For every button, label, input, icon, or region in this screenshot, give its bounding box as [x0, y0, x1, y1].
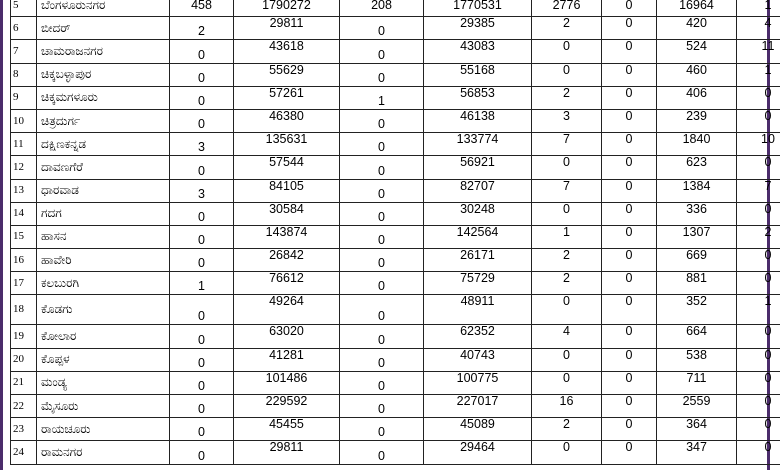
value-cell-c3: 0	[340, 395, 424, 418]
district-name-cell: ಹಾಸನ	[37, 225, 170, 248]
value-cell-c6: 0	[602, 348, 657, 371]
value-cell-c6: 0	[602, 109, 657, 132]
value-cell-c2: 1790272	[234, 0, 340, 17]
value-cell-c5: 2	[532, 272, 602, 295]
value-cell-c3: 0	[340, 225, 424, 248]
district-name-cell: ಕಲಬುರಗಿ	[37, 272, 170, 295]
value-cell-c3: 0	[340, 202, 424, 225]
table-row	[11, 179, 780, 202]
district-statistics-table	[10, 0, 780, 465]
value-cell-c4: 75729	[424, 272, 532, 295]
table-row	[11, 295, 780, 325]
value-cell-c5: 2	[532, 418, 602, 441]
value-cell-c6: 0	[602, 156, 657, 179]
value-cell-c4: 56921	[424, 156, 532, 179]
value-cell-c4: 55168	[424, 63, 532, 86]
value-cell-c3: 208	[340, 0, 424, 17]
value-cell-c2: 84105	[234, 179, 340, 202]
district-name-cell: ಮೈಸೂರು	[37, 395, 170, 418]
table-row	[11, 371, 780, 394]
table-row	[11, 348, 780, 371]
value-cell-c1: 0	[170, 418, 234, 441]
value-cell-c3: 1	[340, 86, 424, 109]
value-cell-c7: 420	[657, 17, 737, 40]
table-row	[11, 133, 780, 156]
value-cell-c1: 0	[170, 348, 234, 371]
value-cell-c4: 82707	[424, 179, 532, 202]
value-cell-c7: 239	[657, 109, 737, 132]
value-cell-c7: 460	[657, 63, 737, 86]
value-cell-c1: 0	[170, 109, 234, 132]
value-cell-c3: 0	[340, 179, 424, 202]
value-cell-c1: 458	[170, 0, 234, 17]
value-cell-c1: 0	[170, 40, 234, 63]
serial-number-cell: 9	[11, 86, 37, 109]
value-cell-c6: 0	[602, 202, 657, 225]
value-cell-c1: 0	[170, 202, 234, 225]
value-cell-c7: 1840	[657, 133, 737, 156]
value-cell-c3: 0	[340, 371, 424, 394]
table-row	[11, 272, 780, 295]
value-cell-c5: 0	[532, 156, 602, 179]
value-cell-c2: 46380	[234, 109, 340, 132]
value-cell-c8: 0	[737, 441, 780, 464]
district-name-cell: ಕೊಡಗು	[37, 295, 170, 325]
value-cell-c4: 142564	[424, 225, 532, 248]
value-cell-c5: 2	[532, 249, 602, 272]
table-row	[11, 0, 780, 17]
value-cell-c1: 0	[170, 225, 234, 248]
value-cell-c1: 0	[170, 441, 234, 464]
value-cell-c4: 133774	[424, 133, 532, 156]
serial-number-cell: 7	[11, 40, 37, 63]
table-row	[11, 40, 780, 63]
value-cell-c3: 0	[340, 418, 424, 441]
value-cell-c3: 0	[340, 109, 424, 132]
value-cell-c2: 143874	[234, 225, 340, 248]
table-row	[11, 17, 780, 40]
value-cell-c7: 364	[657, 418, 737, 441]
serial-number-cell: 10	[11, 109, 37, 132]
value-cell-c8: 1	[737, 0, 780, 17]
value-cell-c8: 0	[737, 395, 780, 418]
district-name-cell: ಧಾರವಾಡ	[37, 179, 170, 202]
value-cell-c6: 0	[602, 40, 657, 63]
value-cell-c8: 0	[737, 325, 780, 348]
value-cell-c8: 0	[737, 249, 780, 272]
table-body	[11, 0, 780, 464]
district-name-cell: ದಾವಣಗೆರೆ	[37, 156, 170, 179]
table-row	[11, 325, 780, 348]
value-cell-c3: 0	[340, 325, 424, 348]
value-cell-c3: 0	[340, 63, 424, 86]
district-name-cell: ಚಾಮರಾಜನಗರ	[37, 40, 170, 63]
table-row	[11, 418, 780, 441]
value-cell-c5: 0	[532, 202, 602, 225]
value-cell-c2: 63020	[234, 325, 340, 348]
value-cell-c1: 3	[170, 179, 234, 202]
district-name-cell: ಕೊಪ್ಪಳ	[37, 348, 170, 371]
value-cell-c8: 0	[737, 109, 780, 132]
district-name-cell: ಚಿತ್ರದುರ್ಗ	[37, 109, 170, 132]
table-row	[11, 63, 780, 86]
value-cell-c6: 0	[602, 418, 657, 441]
district-name-cell: ಮಂಡ್ಯ	[37, 371, 170, 394]
value-cell-c7: 1307	[657, 225, 737, 248]
serial-number-cell: 18	[11, 295, 37, 325]
district-name-cell: ರಾಮನಗರ	[37, 441, 170, 464]
serial-number-cell: 13	[11, 179, 37, 202]
value-cell-c3: 0	[340, 441, 424, 464]
district-name-cell: ಹಾವೇರಿ	[37, 249, 170, 272]
value-cell-c5: 0	[532, 63, 602, 86]
value-cell-c4: 26171	[424, 249, 532, 272]
value-cell-c5: 0	[532, 371, 602, 394]
value-cell-c4: 45089	[424, 418, 532, 441]
value-cell-c6: 0	[602, 395, 657, 418]
value-cell-c5: 1	[532, 225, 602, 248]
table-row	[11, 86, 780, 109]
value-cell-c2: 57544	[234, 156, 340, 179]
serial-number-cell: 8	[11, 63, 37, 86]
value-cell-c8: 0	[737, 371, 780, 394]
value-cell-c2: 49264	[234, 295, 340, 325]
value-cell-c8: 10	[737, 133, 780, 156]
value-cell-c4: 1770531	[424, 0, 532, 17]
value-cell-c6: 0	[602, 441, 657, 464]
value-cell-c7: 16964	[657, 0, 737, 17]
value-cell-c5: 0	[532, 295, 602, 325]
value-cell-c5: 7	[532, 133, 602, 156]
district-name-cell: ರಾಯಚೂರು	[37, 418, 170, 441]
value-cell-c7: 623	[657, 156, 737, 179]
value-cell-c6: 0	[602, 86, 657, 109]
value-cell-c8: 11	[737, 40, 780, 63]
value-cell-c1: 0	[170, 371, 234, 394]
value-cell-c2: 29811	[234, 17, 340, 40]
value-cell-c6: 0	[602, 63, 657, 86]
value-cell-c6: 0	[602, 17, 657, 40]
value-cell-c6: 0	[602, 325, 657, 348]
value-cell-c8: 1	[737, 295, 780, 325]
value-cell-c4: 43083	[424, 40, 532, 63]
value-cell-c4: 29464	[424, 441, 532, 464]
value-cell-c4: 100775	[424, 371, 532, 394]
value-cell-c6: 0	[602, 225, 657, 248]
value-cell-c1: 1	[170, 272, 234, 295]
value-cell-c5: 2776	[532, 0, 602, 17]
value-cell-c2: 55629	[234, 63, 340, 86]
value-cell-c2: 135631	[234, 133, 340, 156]
serial-number-cell: 17	[11, 272, 37, 295]
value-cell-c2: 26842	[234, 249, 340, 272]
district-name-cell: ಬೆಂಗಳೂರುನಗರ	[37, 0, 170, 17]
serial-number-cell: 23	[11, 418, 37, 441]
value-cell-c8: 0	[737, 348, 780, 371]
value-cell-c7: 2559	[657, 395, 737, 418]
value-cell-c5: 3	[532, 109, 602, 132]
value-cell-c2: 57261	[234, 86, 340, 109]
table-row	[11, 249, 780, 272]
value-cell-c5: 0	[532, 348, 602, 371]
value-cell-c4: 227017	[424, 395, 532, 418]
value-cell-c1: 0	[170, 295, 234, 325]
table-row	[11, 225, 780, 248]
value-cell-c8: 4	[737, 17, 780, 40]
value-cell-c2: 30584	[234, 202, 340, 225]
value-cell-c3: 0	[340, 295, 424, 325]
value-cell-c6: 0	[602, 272, 657, 295]
serial-number-cell: 24	[11, 441, 37, 464]
value-cell-c8: 7	[737, 179, 780, 202]
value-cell-c8: 0	[737, 156, 780, 179]
value-cell-c7: 336	[657, 202, 737, 225]
value-cell-c7: 352	[657, 295, 737, 325]
serial-number-cell: 15	[11, 225, 37, 248]
serial-number-cell: 11	[11, 133, 37, 156]
value-cell-c6: 0	[602, 249, 657, 272]
value-cell-c3: 0	[340, 272, 424, 295]
value-cell-c2: 229592	[234, 395, 340, 418]
value-cell-c7: 664	[657, 325, 737, 348]
value-cell-c7: 406	[657, 86, 737, 109]
value-cell-c2: 29811	[234, 441, 340, 464]
value-cell-c7: 711	[657, 371, 737, 394]
table-row	[11, 202, 780, 225]
district-name-cell: ಗದಗ	[37, 202, 170, 225]
value-cell-c3: 0	[340, 133, 424, 156]
value-cell-c4: 30248	[424, 202, 532, 225]
value-cell-c1: 0	[170, 156, 234, 179]
serial-number-cell: 14	[11, 202, 37, 225]
value-cell-c5: 16	[532, 395, 602, 418]
value-cell-c2: 101486	[234, 371, 340, 394]
district-name-cell: ಕೋಲಾರ	[37, 325, 170, 348]
value-cell-c1: 3	[170, 133, 234, 156]
district-name-cell: ದಕ್ಷಿಣಕನ್ನಡ	[37, 133, 170, 156]
value-cell-c5: 4	[532, 325, 602, 348]
value-cell-c7: 347	[657, 441, 737, 464]
table-row	[11, 156, 780, 179]
district-name-cell: ಚಿಕ್ಕಮಗಳೂರು	[37, 86, 170, 109]
value-cell-c6: 0	[602, 371, 657, 394]
value-cell-c8: 2	[737, 225, 780, 248]
value-cell-c6: 0	[602, 179, 657, 202]
serial-number-cell: 12	[11, 156, 37, 179]
value-cell-c6: 0	[602, 133, 657, 156]
value-cell-c8: 1	[737, 63, 780, 86]
value-cell-c5: 0	[532, 40, 602, 63]
table-row	[11, 441, 780, 464]
value-cell-c2: 45455	[234, 418, 340, 441]
serial-number-cell: 21	[11, 371, 37, 394]
value-cell-c2: 76612	[234, 272, 340, 295]
value-cell-c5: 2	[532, 86, 602, 109]
value-cell-c7: 669	[657, 249, 737, 272]
serial-number-cell: 20	[11, 348, 37, 371]
value-cell-c4: 56853	[424, 86, 532, 109]
value-cell-c3: 0	[340, 348, 424, 371]
value-cell-c1: 0	[170, 249, 234, 272]
value-cell-c1: 0	[170, 395, 234, 418]
value-cell-c4: 62352	[424, 325, 532, 348]
value-cell-c7: 538	[657, 348, 737, 371]
value-cell-c1: 0	[170, 325, 234, 348]
value-cell-c7: 1384	[657, 179, 737, 202]
value-cell-c5: 0	[532, 441, 602, 464]
serial-number-cell: 22	[11, 395, 37, 418]
serial-number-cell: 19	[11, 325, 37, 348]
value-cell-c4: 48911	[424, 295, 532, 325]
value-cell-c6: 0	[602, 295, 657, 325]
serial-number-cell: 5	[11, 0, 37, 17]
value-cell-c4: 29385	[424, 17, 532, 40]
value-cell-c6: 0	[602, 0, 657, 17]
value-cell-c4: 40743	[424, 348, 532, 371]
serial-number-cell: 16	[11, 249, 37, 272]
value-cell-c3: 0	[340, 17, 424, 40]
value-cell-c5: 2	[532, 17, 602, 40]
value-cell-c2: 43618	[234, 40, 340, 63]
value-cell-c8: 0	[737, 202, 780, 225]
value-cell-c7: 881	[657, 272, 737, 295]
value-cell-c7: 524	[657, 40, 737, 63]
value-cell-c3: 0	[340, 156, 424, 179]
value-cell-c2: 41281	[234, 348, 340, 371]
value-cell-c8: 0	[737, 86, 780, 109]
value-cell-c8: 0	[737, 272, 780, 295]
table-row	[11, 109, 780, 132]
value-cell-c3: 0	[340, 40, 424, 63]
value-cell-c3: 0	[340, 249, 424, 272]
value-cell-c1: 0	[170, 63, 234, 86]
district-name-cell: ಬೀದರ್	[37, 17, 170, 40]
table-row	[11, 395, 780, 418]
value-cell-c5: 7	[532, 179, 602, 202]
value-cell-c1: 0	[170, 86, 234, 109]
value-cell-c8: 0	[737, 418, 780, 441]
serial-number-cell: 6	[11, 17, 37, 40]
value-cell-c4: 46138	[424, 109, 532, 132]
district-name-cell: ಚಿಕ್ಕಬಳ್ಳಾಪುರ	[37, 63, 170, 86]
value-cell-c1: 2	[170, 17, 234, 40]
